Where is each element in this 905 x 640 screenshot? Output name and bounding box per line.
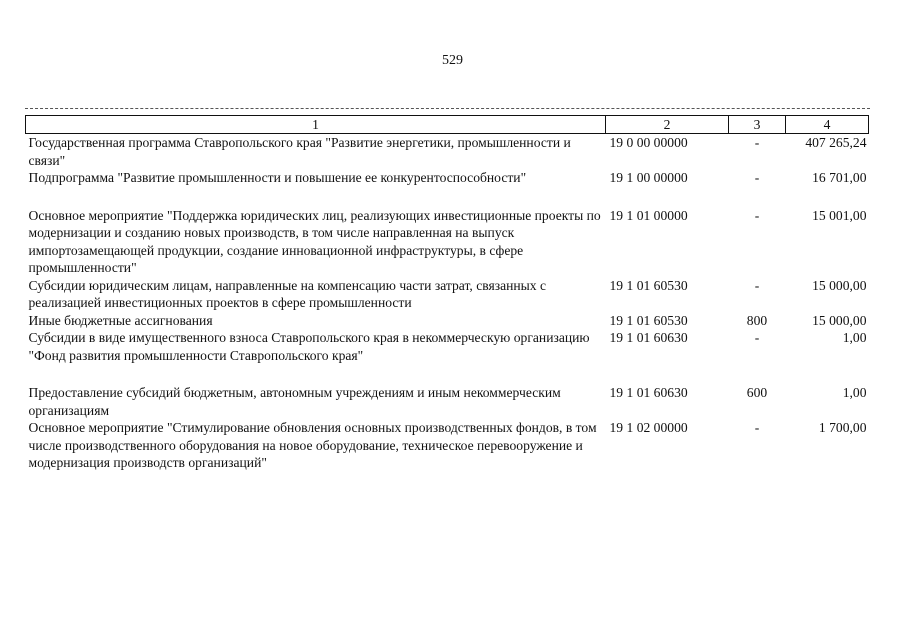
table-row xyxy=(26,329,869,384)
budget-table xyxy=(25,115,869,472)
row-type: - xyxy=(754,135,760,150)
row-code: 19 0 00 00000 xyxy=(609,135,688,150)
header-separator xyxy=(25,108,870,109)
table-row xyxy=(26,312,869,330)
row-type: - xyxy=(754,420,760,435)
page-number: 529 xyxy=(442,53,463,68)
row-type: 600 xyxy=(746,385,768,400)
row-name: Субсидии в виде имущественного взноса Ставропольского края в некоммерческую организацию "Фонд развития промышленности Ставропольского края" xyxy=(28,330,590,363)
row-name: Государственная программа Ставропольского края "Развитие энергетики, промышленности и связи" xyxy=(28,135,571,168)
row-type: - xyxy=(754,170,760,185)
column-header-4: 4 xyxy=(786,116,869,134)
row-amount: 15 000,00 xyxy=(812,312,867,328)
table-row xyxy=(26,207,869,277)
row-amount: 1,00 xyxy=(842,385,867,400)
row-type: - xyxy=(754,207,760,223)
table-row xyxy=(26,277,869,312)
row-name: Предоставление субсидий бюджетным, автономным учреждениям и иным некоммерческим организациям xyxy=(28,385,561,418)
row-code: 19 1 01 00000 xyxy=(609,207,688,223)
row-amount: 15 001,00 xyxy=(812,207,867,223)
table-row xyxy=(26,169,869,207)
row-type: - xyxy=(754,330,760,345)
row-code: 19 1 01 60630 xyxy=(609,385,688,400)
row-name: Основное мероприятие "Стимулирование обновления основных производственных фондов, в том числе производственного оборудования на новое оборудование, техническое перевооружение и модернизация производств организаций" xyxy=(28,420,597,470)
table-header-row xyxy=(26,116,869,134)
row-code: 19 1 01 60630 xyxy=(609,330,688,345)
row-code: 19 1 00 00000 xyxy=(609,170,688,185)
column-header-2: 2 xyxy=(606,116,729,134)
row-amount: 1,00 xyxy=(842,330,867,345)
row-name: Основное мероприятие "Поддержка юридических лиц, реализующих инвестиционные проекты по модернизации и созданию новых производств, в том числе направленная на выпуск импортозамещающей продукции, создание инновационной инфраструктуры, в сфере промышленности" xyxy=(28,207,601,275)
row-name: Подпрограмма "Развитие промышленности и повышение ее конкурентоспособности" xyxy=(28,170,527,185)
table-row xyxy=(26,384,869,419)
row-amount: 407 265,24 xyxy=(805,135,867,150)
row-code: 19 1 02 00000 xyxy=(609,420,688,435)
row-name: Иные бюджетные ассигнования xyxy=(28,312,213,328)
table-row xyxy=(26,134,869,170)
column-header-3: 3 xyxy=(729,116,786,134)
row-code: 19 1 01 60530 xyxy=(609,312,688,328)
row-type: 800 xyxy=(746,312,768,328)
row-amount: 15 000,00 xyxy=(812,277,867,293)
row-type: - xyxy=(754,277,760,293)
row-code: 19 1 01 60530 xyxy=(609,277,688,293)
row-name: Субсидии юридическим лицам, направленные на компенсацию части затрат, связанных с реализацией инвестиционных проектов в сфере промышленности xyxy=(28,277,547,310)
row-amount: 1 700,00 xyxy=(818,420,867,435)
table-row xyxy=(26,419,869,472)
column-header-1: 1 xyxy=(26,116,606,134)
row-amount: 16 701,00 xyxy=(812,170,867,185)
